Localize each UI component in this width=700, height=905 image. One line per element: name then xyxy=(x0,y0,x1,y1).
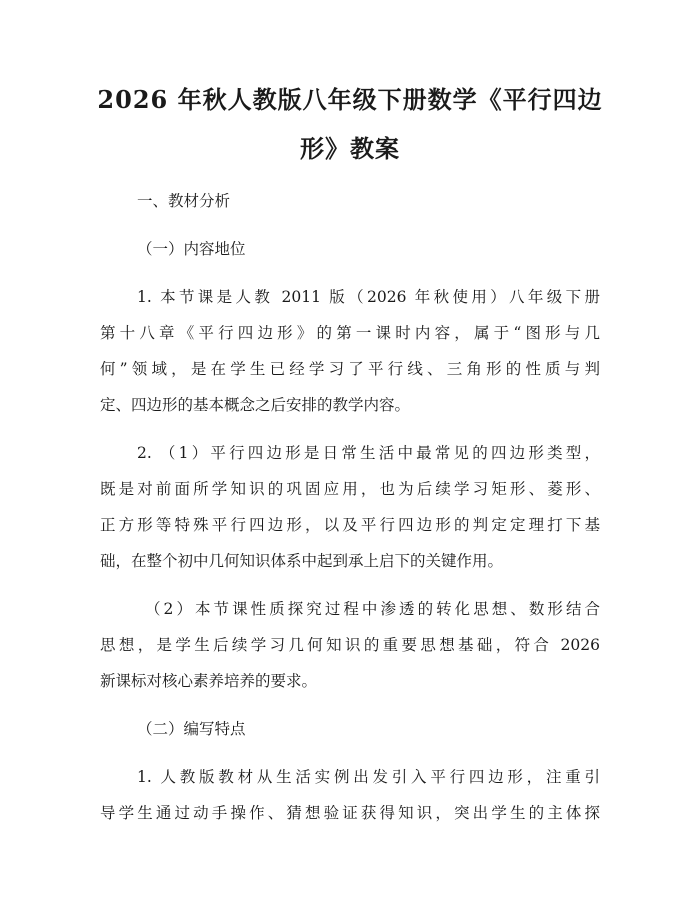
paragraph-2-line-4: 础，在整个初中几何知识体系中起到承上启下的关键作用。 xyxy=(100,552,504,570)
document-title-line-1: 2026 年秋人教版八年级下册数学《平行四边 xyxy=(97,85,603,114)
paragraph-3-line-1: （2）本节课性质探究过程中渗透的转化思想、数形结合 xyxy=(145,600,600,618)
paragraph-1-line-3: 何”领域，是在学生已经学习了平行线、三角形的性质与判 xyxy=(100,360,600,378)
paragraph-3-line-3: 新课标对核心素养培养的要求。 xyxy=(100,672,318,690)
section-heading-teaching-material-analysis: 一、教材分析 xyxy=(137,192,231,210)
paragraph-2-line-2: 既是对前面所学知识的巩固应用，也为后续学习矩形、菱形、 xyxy=(100,480,600,498)
paragraph-3-line-2: 思想，是学生后续学习几何知识的重要思想基础，符合 2026 xyxy=(100,636,600,654)
paragraph-4-line-1: 1. 人教版教材从生活实例出发引入平行四边形，注重引 xyxy=(137,768,600,786)
subsection-heading-content-position: （一）内容地位 xyxy=(137,240,246,258)
paragraph-1-line-4: 定、四边形的基本概念之后安排的教学内容。 xyxy=(100,396,411,414)
document-title-line-2: 形》教案 xyxy=(300,134,400,163)
paragraph-2-line-3: 正方形等特殊平行四边形，以及平行四边形的判定定理打下基 xyxy=(100,516,600,534)
paragraph-1-line-2: 第十八章《平行四边形》的第一课时内容，属于“图形与几 xyxy=(100,324,600,342)
paragraph-4-line-2: 导学生通过动手操作、猜想验证获得知识，突出学生的主体探 xyxy=(100,804,600,822)
subsection-heading-writing-features: （二）编写特点 xyxy=(137,720,246,738)
paragraph-1-line-1: 1. 本节课是人教 2011 版（2026 年秋使用）八年级下册 xyxy=(137,288,600,306)
paragraph-2-line-1: 2. （1）平行四边形是日常生活中最常见的四边形类型， xyxy=(137,444,600,462)
